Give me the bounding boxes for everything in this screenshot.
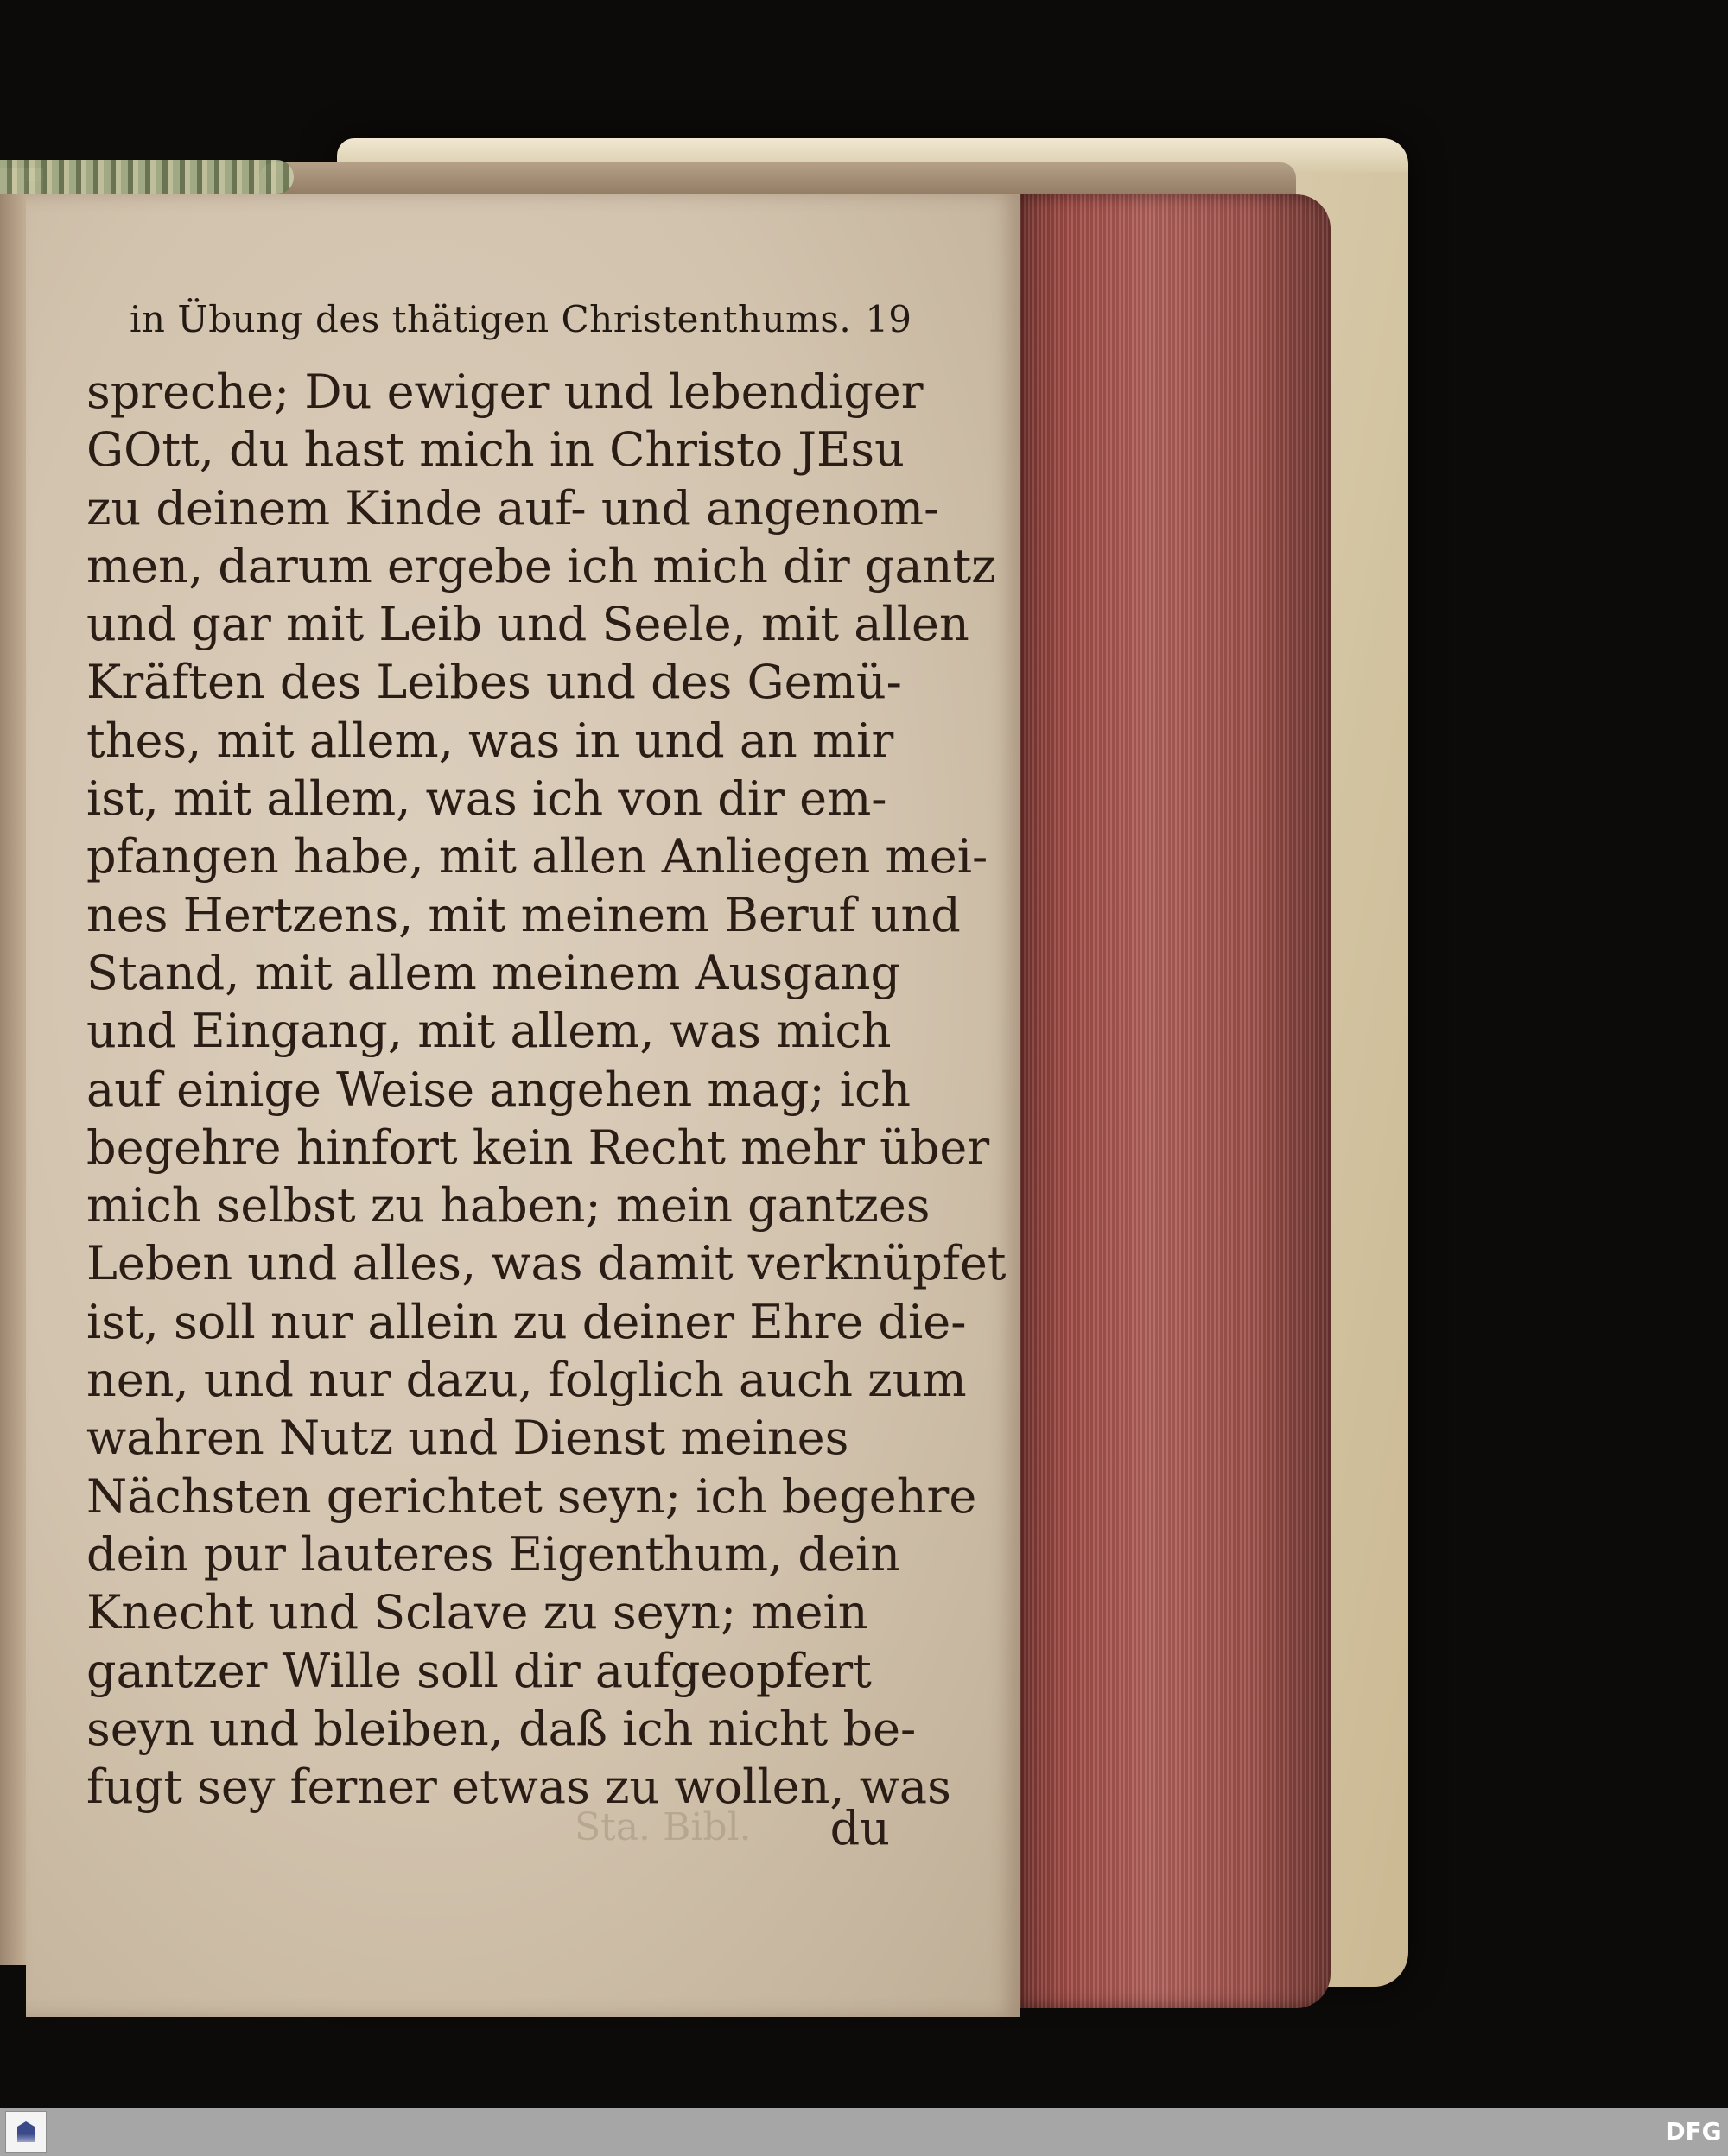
text-line: mich selbst zu haben; mein gantzes (86, 1178, 931, 1233)
library-seal-icon (5, 2111, 47, 2153)
text-line: wahren Nutz und Dienst meines (86, 1411, 849, 1466)
text-line: GOtt, du hast mich in Christo JEsu (86, 422, 905, 478)
text-line: dein pur lauteres Eigenthum, dein (86, 1526, 900, 1582)
text-line: Stand, mit allem meinem Ausgang (86, 945, 901, 1000)
footer-bar (0, 2108, 1728, 2156)
text-line: Nächsten gerichtet seyn; ich begehre (86, 1468, 977, 1524)
text-line: spreche; Du ewiger und lebendiger (86, 365, 924, 419)
text-line: thes, mit allem, was in und an mir (86, 713, 894, 768)
page-body-text (86, 363, 1007, 1831)
text-line: seyn und bleiben, daß ich nicht be- (86, 1701, 917, 1756)
text-line: ist, soll nur allein zu deiner Ehre die- (86, 1294, 967, 1349)
text-line: nes Hertzens, mit meinem Beruf und (86, 887, 961, 942)
text-line: pfangen habe, mit allen Anliegen mei- (86, 829, 988, 885)
text-line: ist, mit allem, was ich von dir em- (86, 771, 887, 827)
text-line: men, darum ergebe ich mich dir gantz (86, 538, 996, 593)
text-line: und Eingang, mit allem, was mich (86, 1004, 892, 1059)
page-number: 19 (865, 298, 912, 340)
text-line: auf einige Weise angehen mag; ich (86, 1062, 912, 1117)
text-line: nen, und nur dazu, folglich auch zum (86, 1353, 967, 1408)
dfg-logo: DFG (1665, 2117, 1722, 2146)
text-line: begehre hinfort kein Recht mehr über (86, 1119, 990, 1175)
catchword: du (829, 1801, 890, 1855)
text-line: und gar mit Leib und Seele, mit allen (86, 597, 969, 652)
library-seal-shape (17, 2121, 35, 2142)
text-line: Knecht und Sclave zu seyn; mein (86, 1585, 868, 1640)
text-line: gantzer Wille soll dir aufgeopfert (86, 1643, 872, 1698)
red-fore-edge (1011, 194, 1331, 2008)
text-line: Leben und alles, was damit verknüpfet (86, 1236, 1007, 1291)
text-line: Kräften des Leibes und des Gemü- (86, 655, 902, 710)
text-line: zu deinem Kinde auf- und angenom- (86, 480, 940, 536)
faint-stamp-show-through: Sta. Bibl. (575, 1805, 752, 1849)
head-band (0, 160, 294, 194)
text-line: fugt sey ferner etwas zu wollen, was (86, 1760, 951, 1815)
running-head: in Übung des thätigen Christenthums. (130, 298, 852, 340)
